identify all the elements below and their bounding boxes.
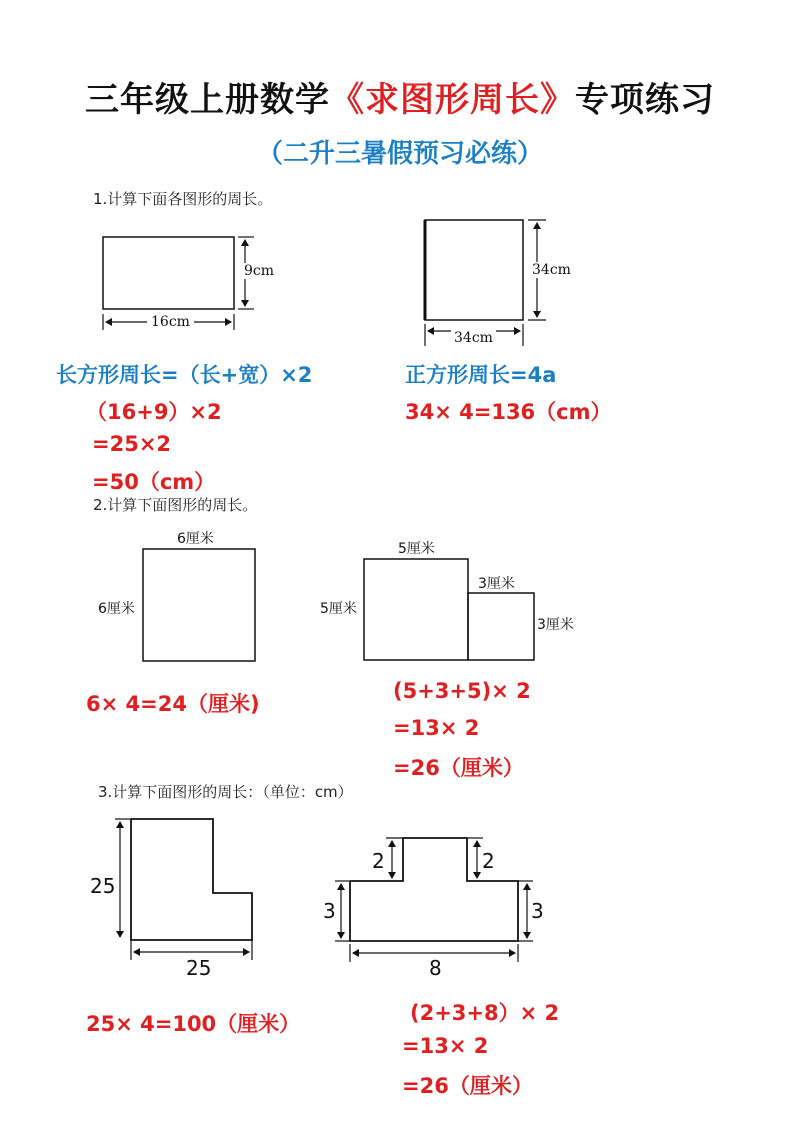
q1-rect-step-2: =25×2 (92, 432, 172, 456)
q2-square (143, 549, 255, 661)
q3-t-bottom-label: 8 (429, 956, 442, 980)
title-suffix: 专项练习 (575, 80, 715, 120)
q3-l-shape (131, 819, 252, 940)
q2-combo-step-1: (5+3+5)× 2 (393, 679, 531, 703)
q1-rect-formula: 长方形周长=（长+宽）×2 (56, 363, 313, 387)
q3-t-step-2: =13× 2 (402, 1034, 489, 1058)
page-subtitle: （二升三暑假预习必练） (256, 139, 543, 169)
q2-combo-big-left-label: 5厘米 (320, 601, 357, 617)
q1-square-bottom-label: 34cm (451, 330, 496, 346)
q3-l-answer: 25× 4=100（厘米） (86, 1012, 301, 1036)
q1-rect-step-1: （16+9）×2 (86, 400, 222, 424)
q2-combo-step-3: =26（厘米） (393, 756, 524, 780)
q3-t-top-left-label: 2 (372, 849, 385, 873)
q2-big-square (364, 559, 468, 660)
q1-rect-width-label: 16cm (147, 314, 194, 330)
q2-square-left-label: 6厘米 (98, 601, 135, 617)
q1-square-right-label: 34cm (532, 262, 571, 278)
q2-combo-small-right-label: 3厘米 (537, 617, 574, 633)
q1-square-step-1: 34× 4=136（cm） (405, 400, 612, 424)
q2-small-square (468, 593, 534, 660)
q3-heading: 3.计算下面图形的周长：（单位：cm） (98, 783, 353, 801)
q3-t-step-3: =26（厘米） (402, 1074, 533, 1098)
q3-t-right-label: 3 (531, 899, 544, 923)
q1-square (425, 220, 523, 320)
q2-square-answer: 6× 4=24（厘米) (86, 692, 260, 716)
q1-rectangle (103, 237, 234, 309)
q1-rect-height-label: 9cm (244, 263, 275, 279)
q2-combo-step-2: =13× 2 (393, 716, 480, 740)
q1-square-formula: 正方形周长=4a (405, 363, 557, 387)
q3-t-top-right-label: 2 (482, 849, 495, 873)
q2-combo-small-top-label: 3厘米 (478, 576, 515, 592)
q2-square-top-label: 6厘米 (177, 531, 214, 547)
q1-heading: 1.计算下面各图形的周长。 (93, 190, 273, 208)
q3-l-left-label: 25 (90, 874, 116, 898)
title-prefix: 三年级上册数学 (85, 80, 330, 120)
q1-rect-step-3: =50（cm） (92, 470, 216, 494)
q2-heading: 2.计算下面图形的周长。 (93, 496, 258, 514)
q3-l-bottom-label: 25 (186, 956, 212, 980)
q2-combo-big-top-label: 5厘米 (398, 541, 435, 557)
q3-t-step-1: (2+3+8）× 2 (410, 1001, 560, 1025)
title-highlight: 《求图形周长》 (330, 80, 575, 120)
q3-t-left-label: 3 (323, 899, 336, 923)
